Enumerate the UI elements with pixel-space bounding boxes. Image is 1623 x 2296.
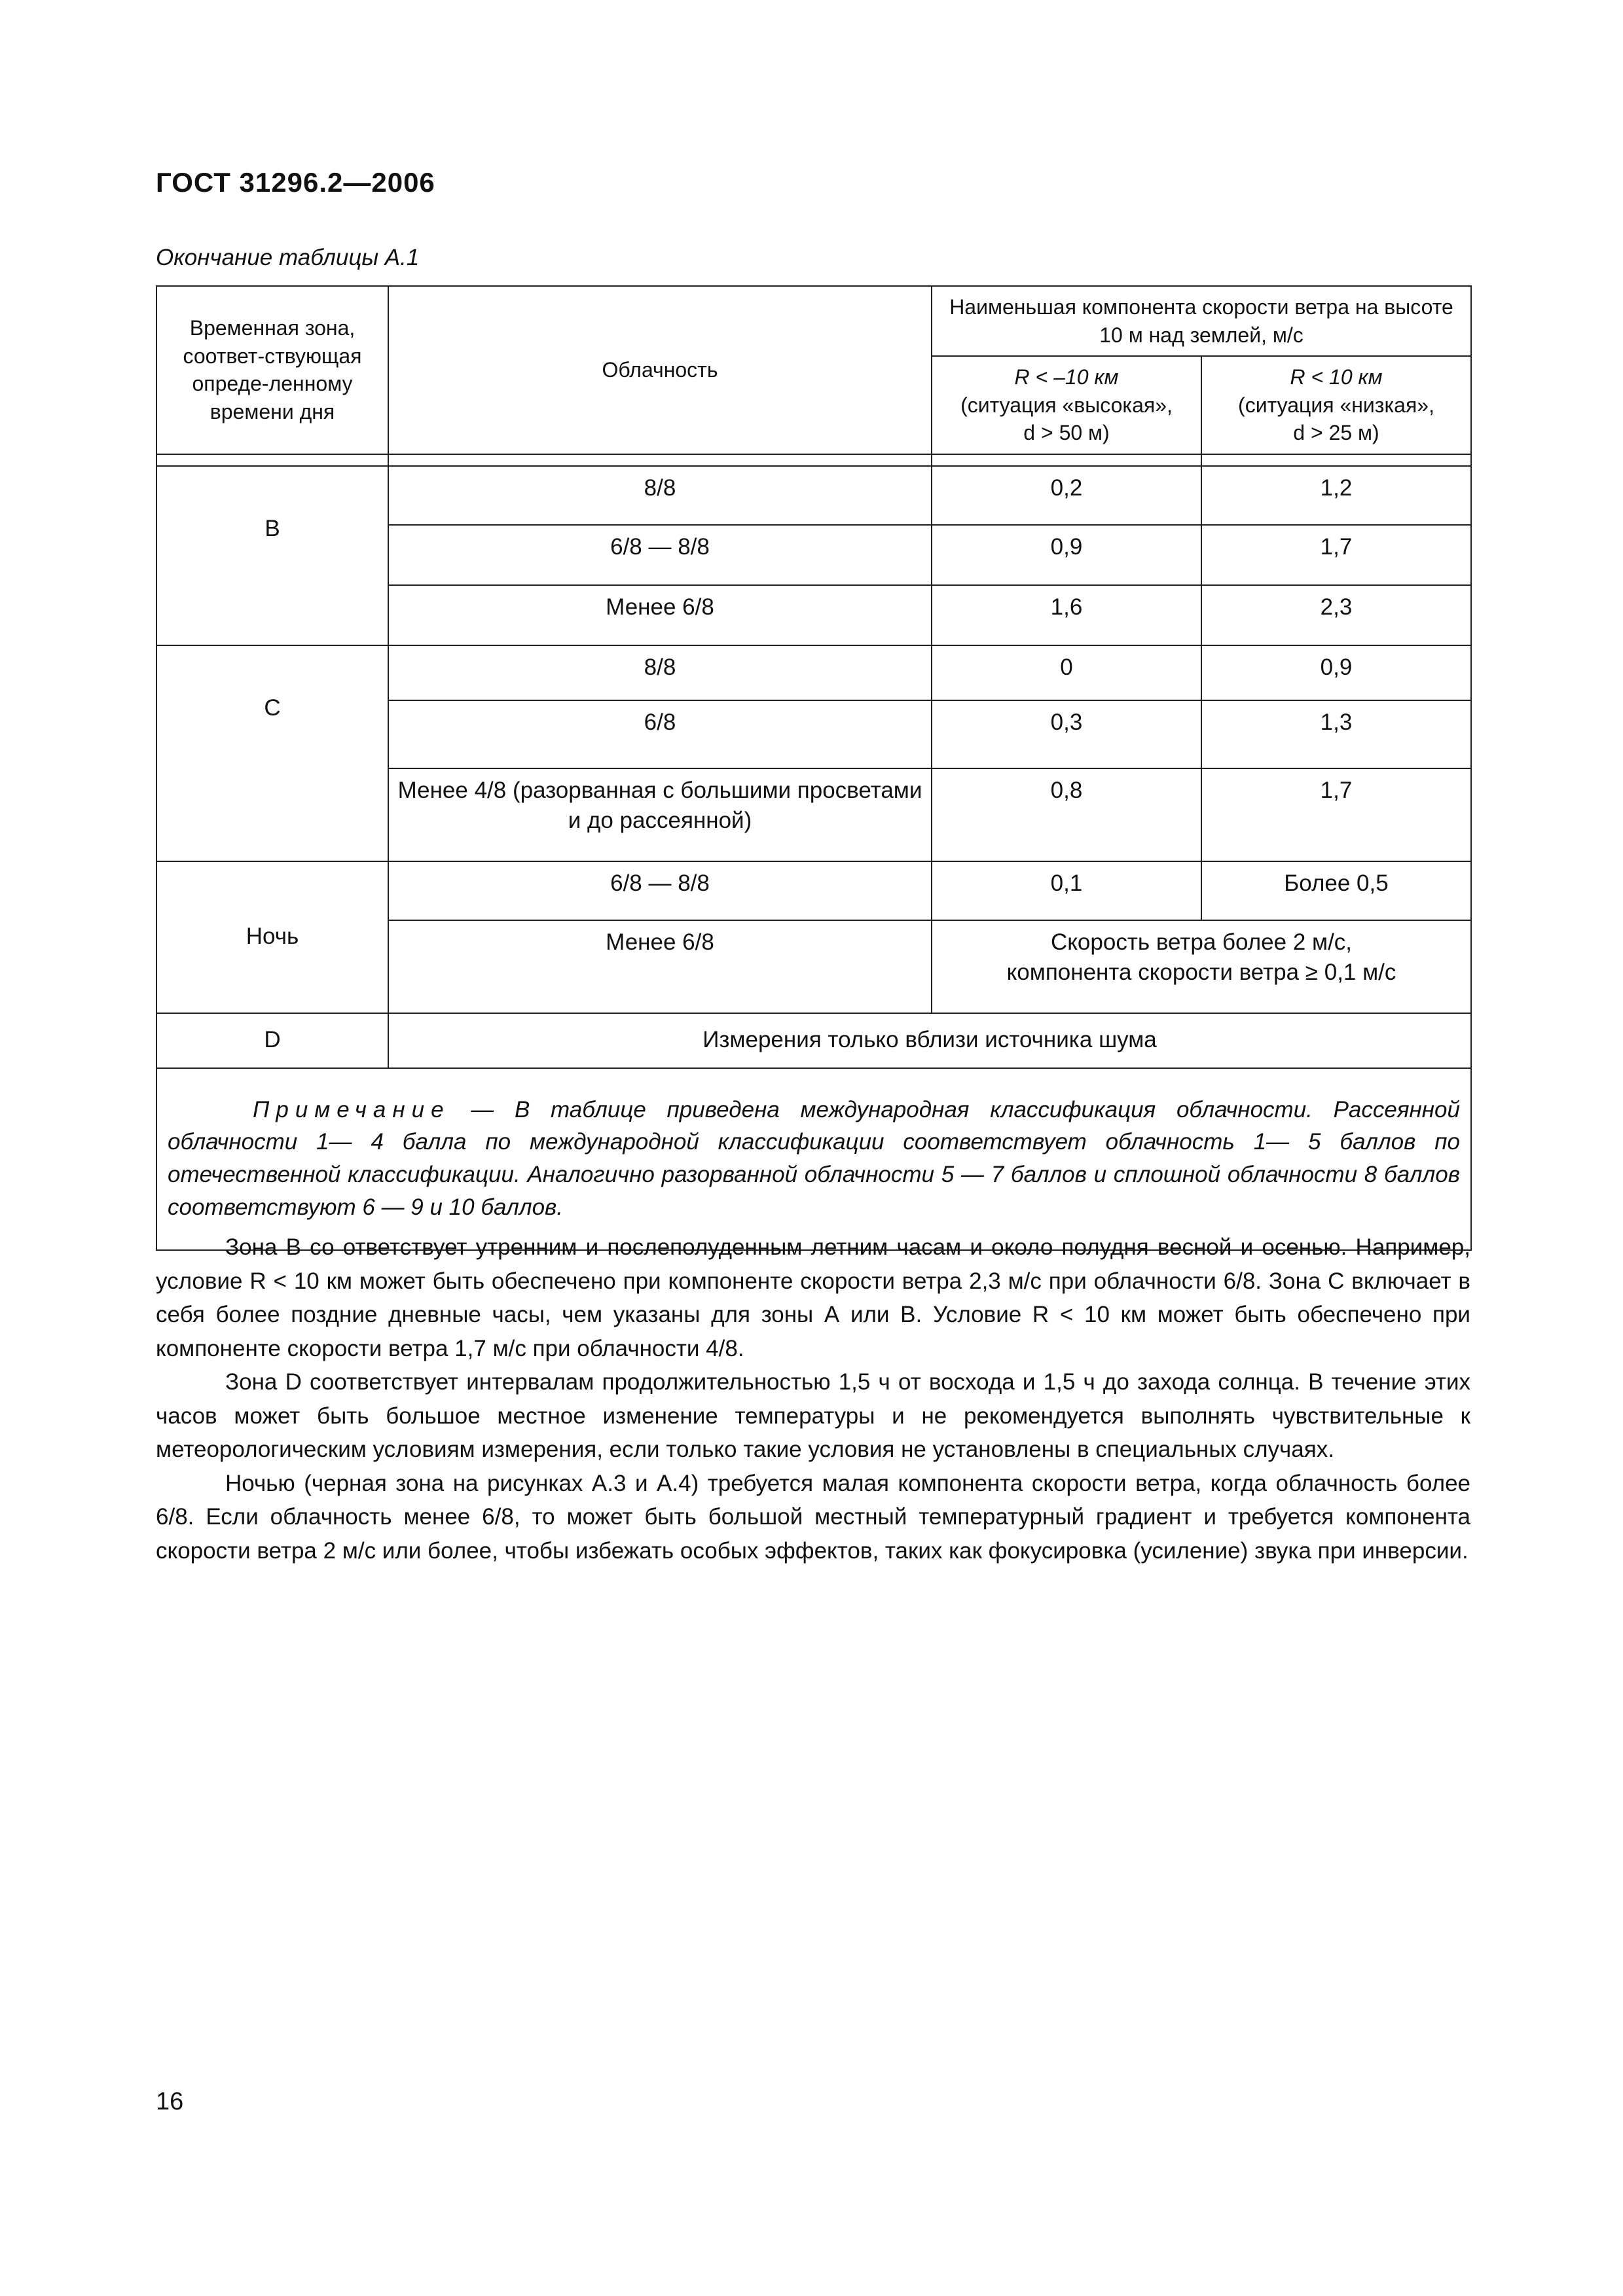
merged-measurement-cell: Измерения только вблизи источника шума (388, 1013, 1471, 1068)
table-row (156, 466, 1471, 525)
high-condition: R < –10 км (1014, 365, 1119, 389)
zone-cell: Ночь (156, 861, 388, 1013)
table-caption: Окончание таблицы А.1 (156, 245, 420, 270)
paragraph: Зона В со ответствует утренним и послеполуденным летним часам и около полудня весной и осенью. Например, условие R < 10 км может быть обеспечено при компоненте скорости ветра 2,3 м/с при облачности 6/8. Зона С включает в себя более поздние дневные часы, чем указаны для зоны А или В. Условие R < 10 км может быть обеспечено при компоненте скорости ветра 1,7 м/с при облачности 4/8. (156, 1234, 1470, 1361)
low-distance: d > 25 м) (1293, 421, 1379, 445)
note-label: Примечание (253, 1096, 450, 1122)
cloud-cell: Менее 6/8 (388, 920, 932, 1013)
cloud-cell: 8/8 (388, 645, 932, 700)
low-value-cell: 1,7 (1201, 768, 1471, 861)
zone-cell: С (156, 645, 388, 861)
cloud-cell: Менее 6/8 (388, 585, 932, 645)
merged-wind-cell (932, 920, 1471, 1013)
low-value-cell: 0,9 (1201, 645, 1471, 700)
low-value-cell: 2,3 (1201, 585, 1471, 645)
high-distance: d > 50 м) (1023, 421, 1110, 445)
high-value-cell: 0,2 (932, 466, 1201, 525)
header-separator (156, 454, 1471, 466)
note-text: — В таблице приведена международная классификация облачности. Рассеянной облачности 1— 4 балла по международной классификации соответствует облачность 1— 5 баллов по отечественной классификации. Аналогично разорванной облачности 5 — 7 баллов и сплошной облачности 8 баллов соответствуют 6 — 9 и 10 баллов. (168, 1096, 1460, 1220)
col-header-zone: Временная зона, соответ-ствующая опреде-ленному времени дня (156, 286, 388, 454)
high-value-cell: 0,8 (932, 768, 1201, 861)
cloud-cell: 6/8 — 8/8 (388, 525, 932, 585)
note-row (156, 1068, 1471, 1251)
wind-cloud-table (156, 285, 1472, 1251)
high-value-cell: 0,3 (932, 700, 1201, 768)
body-text (156, 1230, 1470, 1568)
merged-wind-line-1: Скорость ветра более 2 м/с, (1050, 929, 1353, 955)
low-situation: (ситуация «низкая», (1238, 393, 1434, 417)
merged-wind-line-2: компонента скорости ветра ≥ 0,1 м/с (1006, 960, 1396, 986)
col-header-high (932, 356, 1201, 454)
high-value-cell: 0,1 (932, 861, 1201, 920)
zone-cell: D (156, 1013, 388, 1068)
document-number: ГОСТ 31296.2—2006 (156, 167, 435, 198)
low-condition: R < 10 км (1290, 365, 1383, 389)
low-value-cell: 1,7 (1201, 525, 1471, 585)
table-note (156, 1068, 1471, 1251)
col-header-low (1201, 356, 1471, 454)
cloud-cell: 6/8 (388, 700, 932, 768)
table-row (156, 1013, 1471, 1068)
col-header-cloud: Облачность (388, 286, 932, 454)
paragraph: Ночью (черная зона на рисунках А.3 и А.4) требуется малая компонента скорости ветра, когда облачность более 6/8. Если облачность менее 6/8, то может быть большой местный температурный градиент и требуется компонента скорости ветра 2 м/с или более, чтобы избежать особых эффектов, таких как фокусировка (усиление) звука при инверсии. (156, 1470, 1470, 1564)
high-value-cell: 1,6 (932, 585, 1201, 645)
header-row (156, 286, 1471, 356)
high-value-cell: 0 (932, 645, 1201, 700)
cloud-cell: 8/8 (388, 466, 932, 525)
paragraph: Зона D соответствует интервалам продолжительностью 1,5 ч от восхода и 1,5 ч до захода солнца. В течение этих часов может быть большое местное изменение температуры и не рекомендуется выполнять чувствительные к метеорологическим условиям измерения, если только такие условия не установлены в специальных случаях. (156, 1369, 1470, 1462)
zone-cell: В (156, 466, 388, 645)
cloud-cell: Менее 4/8 (разорванная с большими просветами и до рассеянной) (388, 768, 932, 861)
page-number: 16 (156, 2088, 184, 2115)
high-situation: (ситуация «высокая», (960, 393, 1173, 417)
cloud-cell: 6/8 — 8/8 (388, 861, 932, 920)
col-header-wind-group: Наименьшая компонента скорости ветра на высоте 10 м над землей, м/с (932, 286, 1471, 356)
low-value-cell: 1,3 (1201, 700, 1471, 768)
low-value-cell: 1,2 (1201, 466, 1471, 525)
table-row (156, 861, 1471, 920)
table-row (156, 645, 1471, 700)
low-value-cell: Более 0,5 (1201, 861, 1471, 920)
high-value-cell: 0,9 (932, 525, 1201, 585)
